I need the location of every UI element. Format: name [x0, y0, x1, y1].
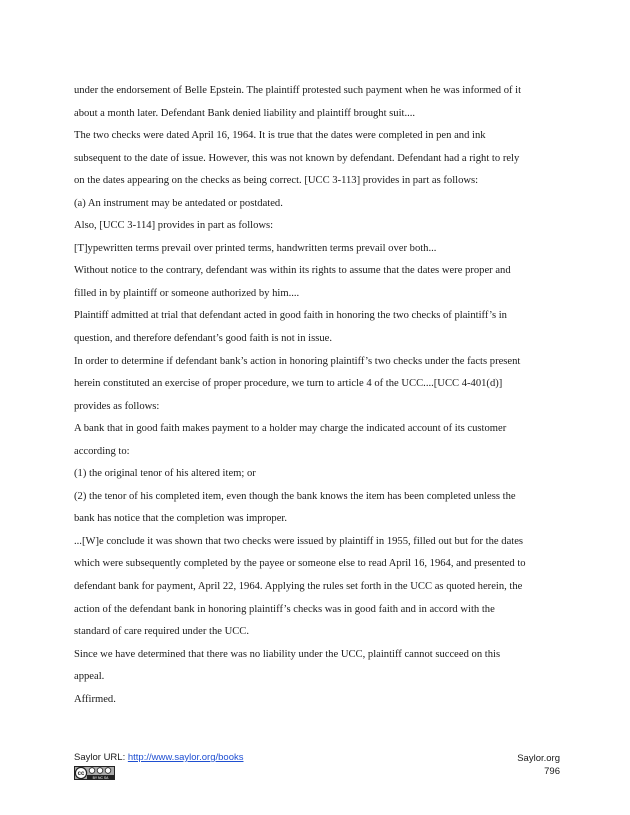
body-line: action of the defendant bank in honoring plaintiff’s checks was in good faith and in accord with the	[74, 603, 495, 615]
body-line: according to:	[74, 445, 130, 457]
body-line: Affirmed.	[74, 693, 116, 705]
body-line: The two checks were dated April 16, 1964. It is true that the dates were completed in pen and ink	[74, 130, 486, 142]
svg-text:cc: cc	[77, 771, 85, 778]
body-line: (a) An instrument may be antedated or postdated.	[74, 197, 283, 209]
body-line: question, and therefore defendant’s good faith is not in issue.	[74, 333, 333, 345]
body-line: (2) the tenor of his completed item, even though the bank knows the item has been completed unless the	[74, 490, 516, 502]
body-line: In order to determine if defendant bank’s action in honoring plaintiff’s two checks under the facts present	[74, 355, 521, 367]
body-line: ...[W]e conclude it was shown that two checks were issued by plaintiff in 1955, filled out but for the dates	[74, 535, 524, 547]
footer-meta	[517, 752, 560, 778]
body-line: A bank that in good faith makes payment to a holder may charge the indicated account of its customer	[74, 423, 507, 435]
footer-source	[74, 752, 244, 763]
body-line: about a month later. Defendant Bank denied liability and plaintiff brought suit....	[74, 107, 416, 119]
body-line: Also, [UCC 3-114] provides in part as follows:	[74, 220, 274, 232]
body-line: provides as follows:	[74, 400, 160, 412]
body-line: appeal.	[74, 671, 105, 683]
body-line: Plaintiff admitted at trial that defendant acted in good faith in honoring the two checks of plaintiff’s in	[74, 310, 507, 322]
body-line: standard of care required under the UCC.	[74, 626, 250, 638]
body-line: subsequent to the date of issue. However, this was not known by defendant. Defendant had a right to rely	[74, 152, 520, 164]
cc-license-icon	[74, 766, 115, 780]
body-line: Without notice to the contrary, defendant was within its rights to assume that the dates were proper and	[74, 265, 511, 277]
body-line: [T]ypewritten terms prevail over printed terms, handwritten terms prevail over both...	[74, 242, 437, 254]
page-number: 796	[544, 766, 560, 777]
body-line: bank has notice that the completion was improper.	[74, 513, 287, 525]
body-line: filled in by plaintiff or someone authorized by him....	[74, 287, 300, 299]
body-line: which were subsequently completed by the payee or someone else to read April 16, 1964, and presented to	[74, 558, 526, 570]
footer-url-label: Saylor URL:	[74, 752, 128, 763]
body-line: Since we have determined that there was no liability under the UCC, plaintiff cannot succeed on this	[74, 648, 501, 660]
footer-site: Saylor.org	[517, 753, 560, 764]
document-body	[74, 80, 560, 711]
cc-badge-text: BY NC SA	[92, 775, 109, 780]
body-line: (1) the original tenor of his altered item; or	[74, 468, 256, 480]
body-line: on the dates appearing on the checks as being correct. [UCC 3-113] provides in part as follows:	[74, 175, 479, 187]
footer-url-link[interactable]: http://www.saylor.org/books	[127, 752, 244, 763]
body-line: under the endorsement of Belle Epstein. The plaintiff protested such payment when he was informed of it	[74, 85, 522, 96]
body-line: defendant bank for payment, April 22, 1964. Applying the rules set forth in the UCC as quoted herein, the	[74, 581, 523, 593]
body-line: herein constituted an exercise of proper procedure, we turn to article 4 of the UCC....[UCC 4-401(d)]	[74, 378, 503, 390]
